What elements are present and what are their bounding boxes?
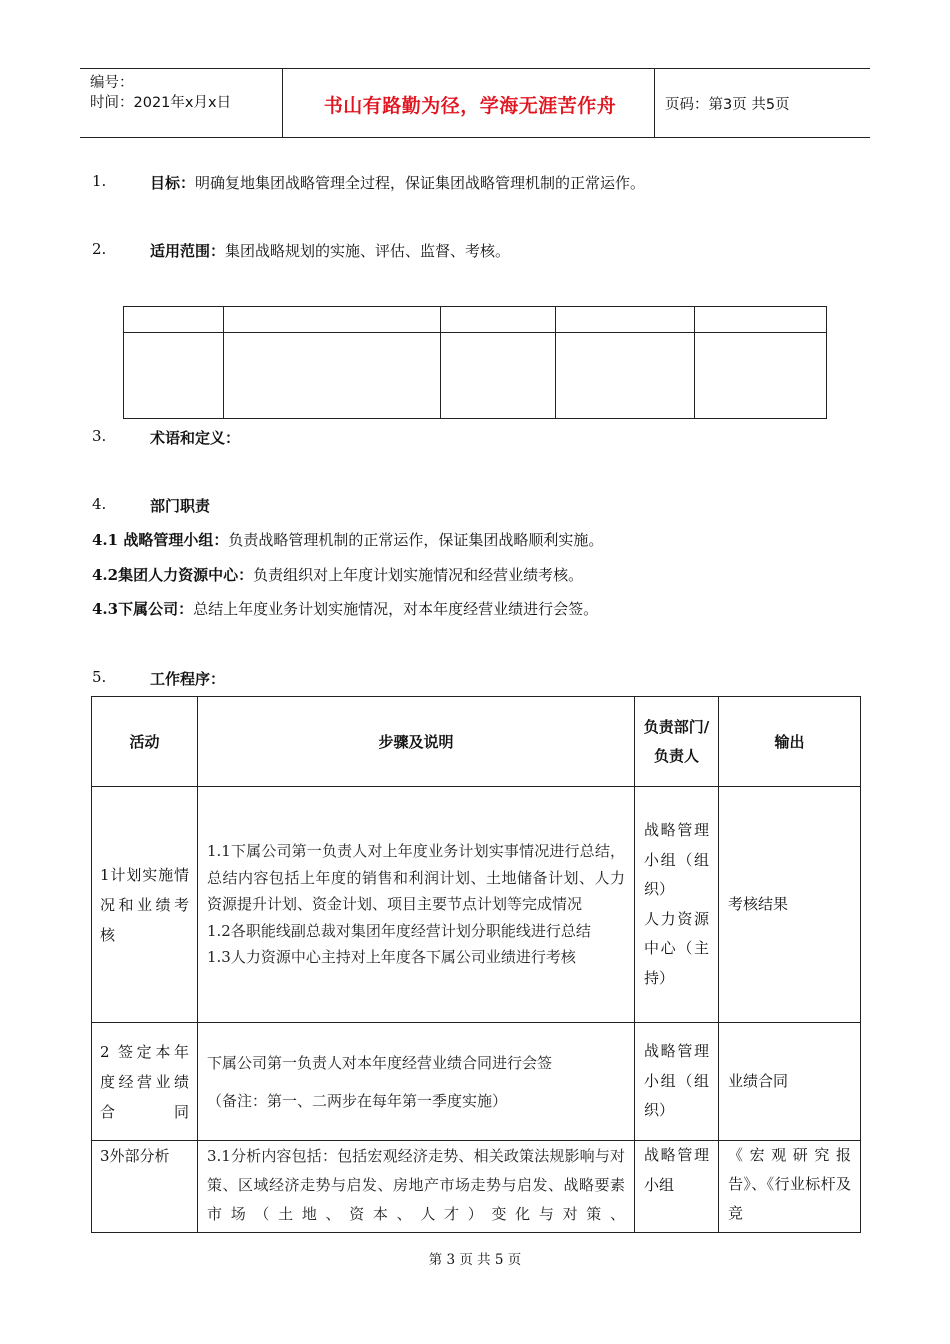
section-number: 4. [92,495,107,513]
output-cell: 《宏观研究报告》、《行业标杆及竞 [719,1141,861,1233]
duty-text: 负责组织对上年度计划实施情况和经营业绩考核。 [253,566,584,584]
table-row [92,1141,861,1233]
blank-table [123,306,827,419]
steps-cell [198,1141,635,1233]
table-header-row [92,697,861,787]
doc-number: 编号： [90,75,134,91]
duty-text: 负责战略管理机制的正常运作，保证集团战略顺利实施。 [228,531,604,549]
step-text: 3.1分析内容包括：包括宏观经济走势、相关政策法规影响与对策、区域经济走势与启发、房地产市场走势与启发、战略要素市场（土地、资本、人才）变化与对策、 [207,1147,625,1223]
step-text: （备注：第一、二两步在每年第一季度实施） [207,1091,508,1110]
divider [654,69,655,137]
duty-title: 4.3下属公司： [92,600,194,618]
step-text: 1.3人力资源中心主持对上年度各下属公司业绩进行考核 [207,948,576,967]
duty-title: 4.2集团人力资源中心： [92,566,254,584]
section-text: 明确复地集团战略管理全过程，保证集团战略管理机制的正常运作。 [195,174,646,192]
owner-cell [635,787,719,1023]
step-text: 1.2各职能线副总裁对集团年度经营计划分职能线进行总结 [207,921,591,940]
section-number: 1. [92,172,107,190]
header-meta [90,73,231,113]
section-title: 工作程序： [150,670,226,688]
motto: 书山有路勤为径，学海无涯苦作舟 [323,95,617,117]
section-number: 5. [92,668,107,686]
table-row [92,787,861,1023]
page-indicator: 页码：第3页 共5页 [665,97,790,113]
owner-text: 人力资源中心（主持） [644,909,709,987]
owner-cell [635,1141,719,1233]
duty-item [92,529,603,550]
doc-time: 时间：2021年x月x日 [90,95,232,111]
output-cell: 考核结果 [719,787,861,1023]
header-output: 输出 [719,697,861,787]
section-title: 目标： [150,174,196,192]
section-title: 适用范围： [150,242,226,260]
owner-text: 战略管理小组（组织） [644,821,709,898]
steps-cell [198,787,635,1023]
output-cell: 业绩合同 [719,1023,861,1141]
section-title: 部门职责 [150,497,211,515]
table-row [92,1023,861,1141]
procedure-table [91,696,861,1233]
page-footer: 第 3 页 共 5 页 [428,1252,522,1268]
owner-cell [635,1023,719,1141]
divider [282,69,283,137]
duty-title: 4.1 战略管理小组： [92,531,229,549]
steps-cell [198,1023,635,1141]
duty-item [92,564,583,585]
page-header [80,68,870,138]
activity-cell: 2 签定本年度经营业绩合同 [92,1023,198,1141]
duty-text: 总结上年度业务计划实施情况，对本年度经营业绩进行会签。 [193,600,599,618]
header-steps: 步骤及说明 [198,697,635,787]
duty-item [92,598,598,619]
step-text: 1.1下属公司第一负责人对上年度业务计划实事情况进行总结，总结内容包括上年度的销售和利润计划、土地储备计划、人力资源提升计划、资金计划、项目主要节点计划等完成情况 [207,842,625,914]
section-title: 术语和定义： [150,429,241,447]
header-activity: 活动 [92,697,198,787]
owner-text: 战略管理小组（组织） [644,1042,709,1120]
section-number: 2. [92,240,107,258]
activity-cell: 3外部分析 [92,1141,198,1233]
owner-text: 战略管理小组 [644,1146,709,1194]
activity-cell: 1计划实施情况和业绩考核 [92,787,198,1023]
section-number: 3. [92,427,107,445]
header-owner: 负责部门/负责人 [635,697,719,787]
section-text: 集团战略规划的实施、评估、监督、考核。 [225,242,511,260]
step-text: 下属公司第一负责人对本年度经营业绩合同进行会签 [207,1053,553,1072]
